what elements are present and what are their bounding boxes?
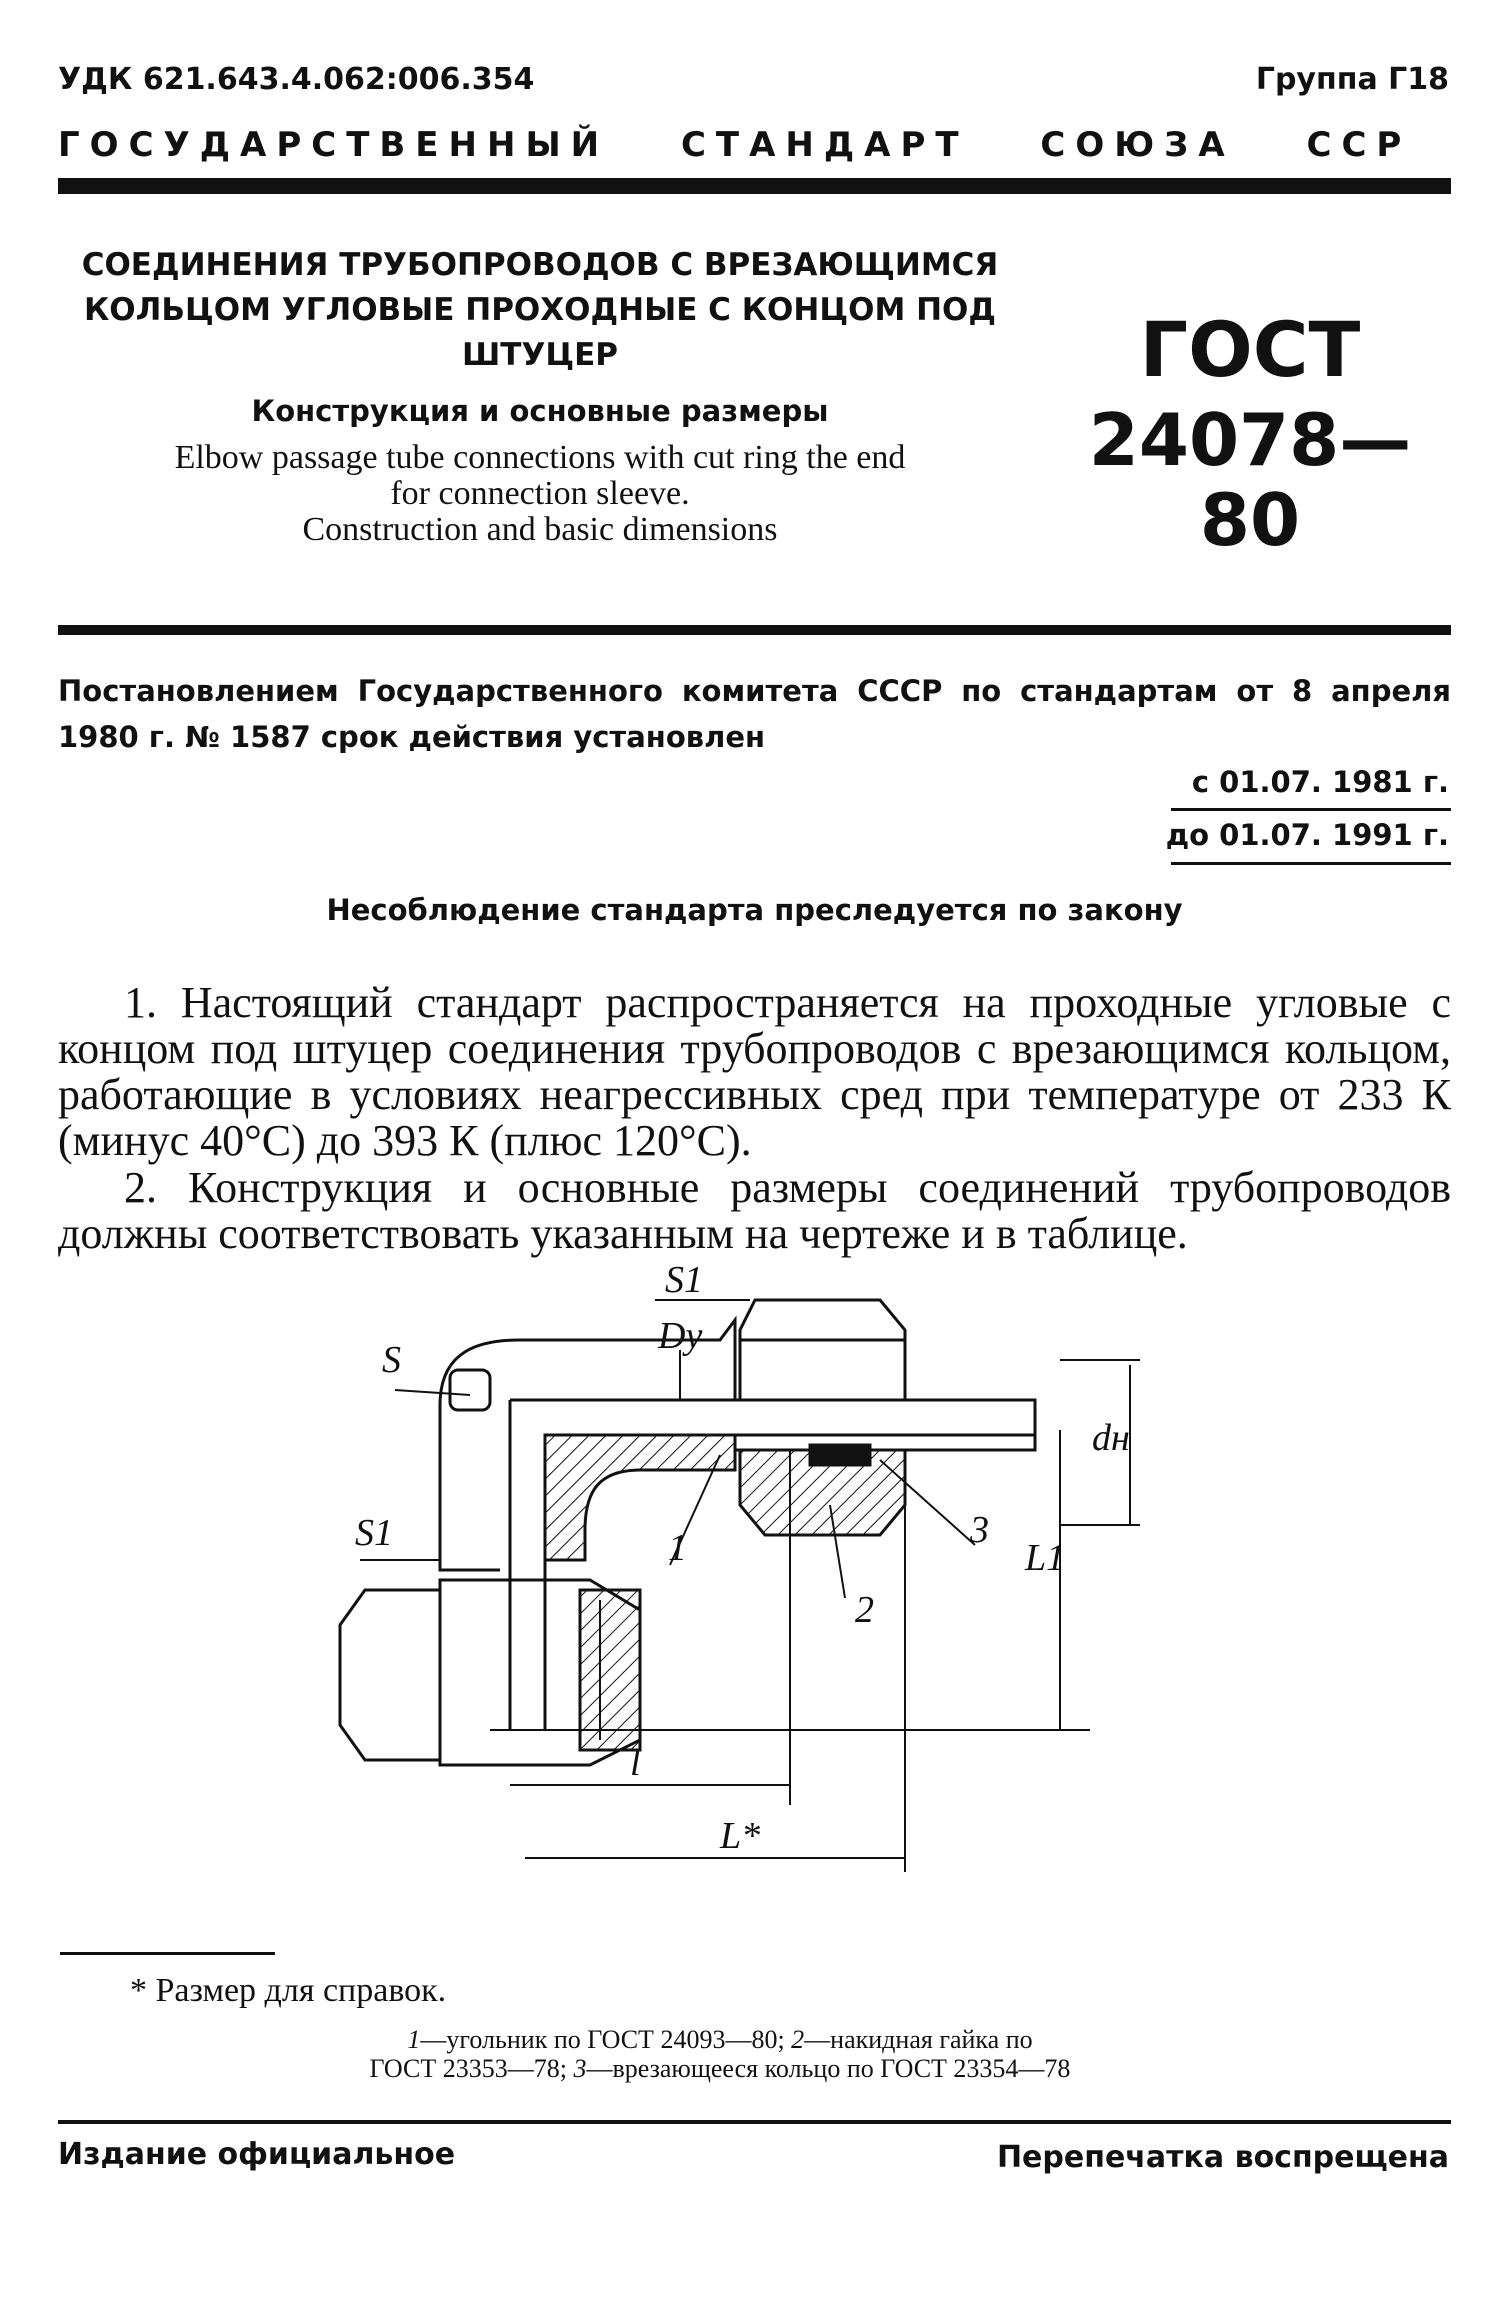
elbow-outer-contour [440,1320,1035,1450]
group-code: Группа Г18 [1255,62,1449,97]
port-seat [450,1370,490,1410]
legend-text-3: ГОСТ 23353—78; [369,2054,567,2083]
decree-text: Постановлением Государственного комитета СССР по стандартам от 8 апреля 1980 г. № 1587 срок действия установлен [58,674,1451,754]
gost-number: 24078—80 [1088,398,1412,562]
edition-label: Издание официальное [58,2137,456,2172]
title-ru-line-3: ШТУЦЕР [462,337,618,373]
top-rule [58,178,1451,194]
label-s1-left: S1 [355,1512,393,1554]
valid-to-date: до 01.07. 1991 г. [1165,818,1449,852]
label-l1: L1 [1025,1537,1066,1579]
bottom-nut-left [340,1590,440,1760]
title-en-line-3: Construction and basic dimensions [302,511,778,548]
cut-ring-3 [810,1445,870,1465]
footnote-legend [230,2025,1210,2083]
udk-code: УДК 621.643.4.062:006.354 [58,62,535,97]
middle-rule [58,625,1451,635]
callout-3: 3 [970,1509,989,1551]
legend-text-4: —врезающееся кольцо по ГОСТ 23354—78 [586,2054,1071,2083]
valid-from-rule [1171,808,1451,811]
legend-number-3: 3 [573,2054,587,2083]
reprint-notice: Перепечатка воспрещена [996,2140,1449,2175]
title-en-line-1: Elbow passage tube connections with cut ring the end [174,439,906,476]
callout-1: 1 [668,1527,687,1569]
label-dn: dн [1092,1417,1130,1459]
title-block [60,243,1020,548]
footnote-rule [60,1952,275,1955]
s-leader [395,1390,470,1395]
valid-to-rule [1171,862,1451,865]
law-notice: Несоблюдение стандарта преследуется по закону [326,893,1183,927]
top-nut-body [740,1300,905,1400]
legend-text-1: —угольник по ГОСТ 24093—80; [420,2025,785,2054]
title-en-line-2: for connection sleeve. [390,475,690,512]
label-s1-top: S1 [665,1260,703,1301]
title-en [60,440,1020,548]
label-l: l [630,1742,641,1784]
title-ru-line-2: КОЛЬЦОМ УГЛОВЫЕ ПРОХОДНЫЕ С КОНЦОМ ПОД [83,292,997,328]
title-ru [60,243,1020,378]
label-dy: Dy [658,1315,703,1357]
paragraph-2: 2. Конструкция и основные размеры соединений трубопроводов должны соответствовать указанным на чертеже и в таблице. [58,1163,1451,1258]
bottom-nut-section [580,1590,640,1750]
label-lstar: L* [720,1815,761,1857]
gost-label: ГОСТ [1139,305,1361,394]
paragraph-1: 1. Настоящий стандарт распространяется на проходные угловые с концом под штуцер соединения трубопроводов с врезающимся кольцом, работающие в условиях неагрессивных сред при температуре от 233 К (минус 40°С) до 393 К (плюс 120°С). [58,978,1451,1165]
technical-drawing [0,1260,1511,1940]
valid-from-date: с 01.07. 1981 г. [1191,765,1449,799]
label-s: S [382,1339,401,1381]
footer-rule [58,2120,1451,2124]
elbow-left-side [440,1405,500,1570]
elbow-section [545,1435,735,1560]
subtitle-ru: Конструкция и основные размеры [251,394,829,428]
legend-number-2: 2 [791,2025,805,2054]
title-ru-line-1: СОЕДИНЕНИЯ ТРУБОПРОВОДОВ С ВРЕЗАЮЩИМСЯ [81,247,999,283]
legend-text-2: —накидная гайка по [804,2025,1033,2054]
callout-2: 2 [855,1589,874,1631]
footnote-reference-size: * Размер для справок. [130,1972,447,2009]
legend-number-1: 1 [407,2025,421,2054]
state-standard-banner: ГОСУДАРСТВЕННЫЙ СТАНДАРТ СОЮЗА ССР [58,125,1412,165]
